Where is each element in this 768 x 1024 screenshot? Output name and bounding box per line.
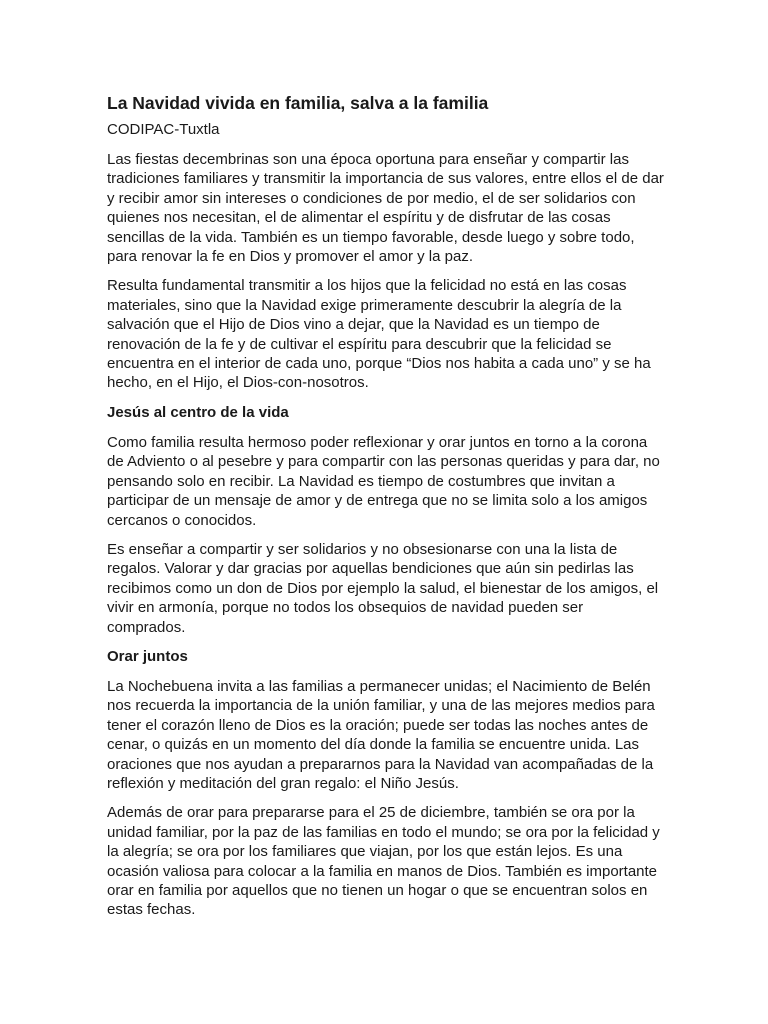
document-title: La Navidad vivida en familia, salva a la familia — [107, 93, 489, 113]
document-author: CODIPAC-Tuxtla — [107, 121, 220, 138]
document-page — [107, 92, 665, 930]
paragraph-2: Resulta fundamental transmitir a los hijos que la felicidad no está en las cosas materiales, sino que la Navidad exige primeramente descubrir la alegría de la salvación que el Hijo de Dios vino a dejar, que la Navidad es un tiempo de renovación de la fe y de cultivar el espíritu para descubrir que la felicidad se encuentra en el interior de cada uno, porque “Dios nos habita a cada uno” y se ha hecho, en el Hijo, el Dios-con-nosotros. — [107, 277, 651, 392]
paragraph-5: La Nochebuena invita a las familias a permanecer unidas; el Nacimiento de Belén nos recuerda la importancia de la unión familiar, y una de las mejores medios para tener el corazón lleno de Dios es la oración; puede ser todas las noches antes de cenar, o quizás en un momento del día donde la familia se encuentre unida. Las oraciones que nos ayudan a prepararnos para la Navidad van acompañadas de la reflexión y meditación del gran regalo: el Niño Jesús. — [107, 677, 655, 792]
paragraph-3: Como familia resulta hermoso poder reflexionar y orar juntos en torno a la corona de Adviento o al pesebre y para compartir con las personas queridas y para dar, no pensando solo en recibir. La Navidad es tiempo de costumbres que invitan a participar de un mensaje de amor y de entrega que no se limita solo a los amigos cercanos o conocidos. — [107, 433, 660, 529]
paragraph-4: Es enseñar a compartir y ser solidarios y no obsesionarse con una la lista de regalos. Valorar y dar gracias por aquellas bendiciones que aún sin pedirlas las recibimos como un don de Dios por ejemplo la salud, el bienestar de los amigos, el vivir en armonía, porque no todos los obsequios de navidad pueden ser comprados. — [107, 540, 659, 636]
section-heading-jesus-al-centro: Jesús al centro de la vida — [107, 403, 289, 421]
paragraph-6: Además de orar para prepararse para el 25 de diciembre, también se ora por la unidad familiar, por la paz de las familias en todo el mundo; se ora por la felicidad y la alegría; se ora por los familiares que viajan, por los que están lejos. Es una ocasión valiosa para colocar a la familia en manos de Dios. También es importante orar en familia por aquellos que no tienen un hogar o que se encuentran solos en estas fechas. — [107, 804, 660, 919]
section-heading-orar-juntos: Orar juntos — [107, 647, 188, 665]
paragraph-1: Las fiestas decembrinas son una época oportuna para enseñar y compartir las tradiciones familiares y transmitir la importancia de sus valores, entre ellos el de dar y recibir amor sin intereses o condiciones de por medio, el de ser solidarios con quienes nos necesitan, el de alimentar el espíritu y de disfrutar de las cosas sencillas de la vida. También es un tiempo favorable, desde luego y sobre todo, para renovar la fe en Dios y promover el amor y la paz. — [107, 151, 664, 266]
